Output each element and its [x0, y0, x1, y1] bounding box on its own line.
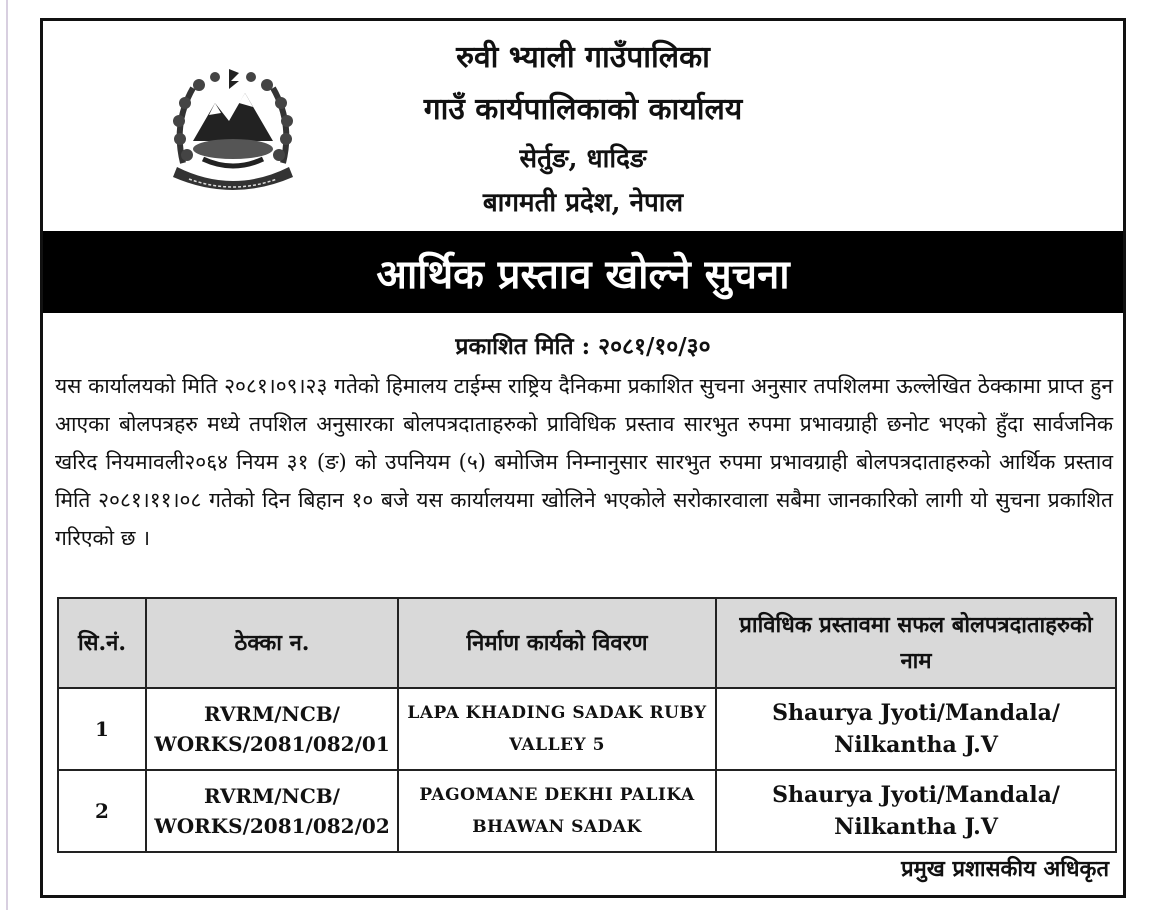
municipality-name: रुवी भ्याली गाउँपालिका [456, 40, 710, 75]
table-header-row [58, 598, 1116, 688]
table-row [58, 688, 1116, 770]
cell-serial-no: 1 [58, 688, 146, 770]
table-row [58, 770, 1116, 852]
notice-body-paragraph: यस कार्यालयको मिति २०८१।०९।२३ गतेको हिमालय टाईम्स राष्ट्रिय दैनिकमा प्रकाशित सुचना अनुसार तपशिलमा ऊल्लेखित ठेक्कामा प्राप्त हुन आएका बोलपत्रहरु मध्ये तपशिल अनुसारका बोलपत्रदाताहरुको प्राविधिक प्रस्ताव सारभुत रुपमा प्रभावग्राही छनोट भएको हुँदा सार्वजनिक खरिद नियमावली२०६४ नियम ३१ (ङ) को उपनियम (५) बमोजिम निम्नानुसार सारभुत रुपमा प्रभावग्राही बोलपत्रदाताहरुको आर्थिक प्रस्ताव मिति २०८१।११।०८ गतेको दिन बिहान १० बजे यस कार्यालयमा खोलिने भएकोले सरोकारवाला सबैमा जानकारिको लागी यो सुचना प्रकाशित गरिएको छ । [55, 374, 1113, 550]
header-work-description: निर्माण कार्यको विवरण [398, 598, 716, 688]
cell-work-description: PAGOMANE DEKHI PALIKA BHAWAN SADAK [398, 770, 716, 852]
notice-frame [40, 18, 1126, 898]
province-country: बागमती प्रदेश, नेपाल [482, 188, 684, 218]
signatory-title: प्रमुख प्रशासकीय अधिकृत [901, 856, 1109, 882]
notice-title: आर्थिक प्रस्ताव खोल्ने सुचना [376, 251, 790, 298]
header-contract-no: ठेक्का न. [146, 598, 398, 688]
office-location: सेर्तुङ, धादिङ [519, 144, 647, 174]
cell-contract-no: RVRM/NCB/ WORKS/2081/082/01 [146, 688, 398, 770]
publication-date: प्रकाशित मिति : २०८१/१०/३० [455, 333, 711, 360]
cell-work-description: LAPA KHADING SADAK RUBY VALLEY 5 [398, 688, 716, 770]
notice-title-banner [43, 231, 1123, 313]
page-edge-rule [6, 0, 8, 910]
cell-serial-no: 2 [58, 770, 146, 852]
tender-table [57, 597, 1117, 853]
cell-bidder-name: Shaurya Jyoti/Mandala/ Nilkantha J.V [716, 688, 1116, 770]
header-successful-bidders: प्राविधिक प्रस्तावमा सफल बोलपत्रदाताहरुको नाम [716, 598, 1116, 688]
office-name: गाउँ कार्यपालिकाको कार्यालय [423, 92, 743, 127]
cell-contract-no: RVRM/NCB/ WORKS/2081/082/02 [146, 770, 398, 852]
cell-bidder-name: Shaurya Jyoti/Mandala/ Nilkantha J.V [716, 770, 1116, 852]
notice-header [43, 21, 1123, 229]
header-serial-no: सि.नं. [58, 598, 146, 688]
